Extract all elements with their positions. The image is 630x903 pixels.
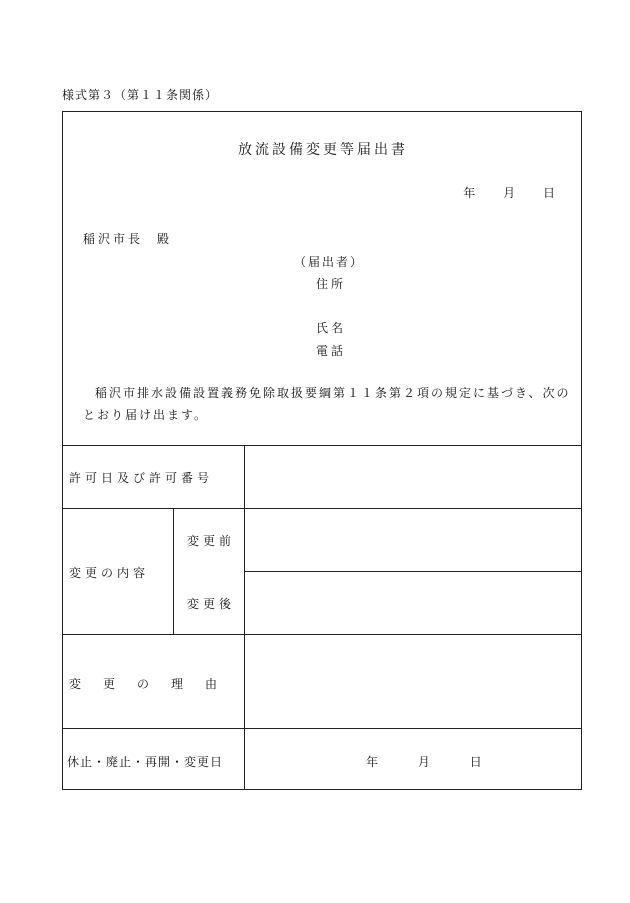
date-cell-day: 日 [469,755,482,769]
before-input-area[interactable] [245,509,581,571]
month-label: 月 [503,186,516,200]
addressee [83,230,172,247]
addressee-name: 稲沢市長 [83,232,144,246]
after-label: 変更後 [187,597,236,611]
after-input-area[interactable] [245,572,581,634]
reason-label: 変更の理由 [69,677,240,691]
form-title: 放流設備変更等届出書 [238,142,408,158]
before-label: 変更前 [187,534,236,548]
form-number: 様式第３（第１１条関係） [62,88,219,102]
date-cell-year: 年 [366,755,379,769]
reason-input-area[interactable] [245,635,581,728]
date-cell-month: 月 [417,755,430,769]
year-label: 年 [463,186,476,200]
addressee-honorific: 殿 [157,232,173,246]
submission-date [463,184,555,201]
body-text: 稲沢市排水設備設置義務免除取扱要綱第１１条第２項の規定に基づき、次のとおり届け出ます。 [83,386,571,422]
row-divider-3 [63,728,581,729]
permit-label: 許可日及び許可番号 [69,471,214,485]
permit-input-area[interactable] [245,446,581,508]
change-content-label: 変更の内容 [69,566,150,580]
reporter-name-label: 氏名 [316,321,347,335]
date-cell [366,753,518,770]
form-frame [62,111,582,790]
reporter-label: （届出者） [294,255,365,269]
reporter-address-label: 住所 [316,277,347,291]
reporter-phone-label: 電話 [316,344,347,358]
day-label: 日 [542,186,555,200]
column-divider-sub [173,508,174,634]
stop-date-label: 休止・廃止・再開・変更日 [67,755,224,769]
